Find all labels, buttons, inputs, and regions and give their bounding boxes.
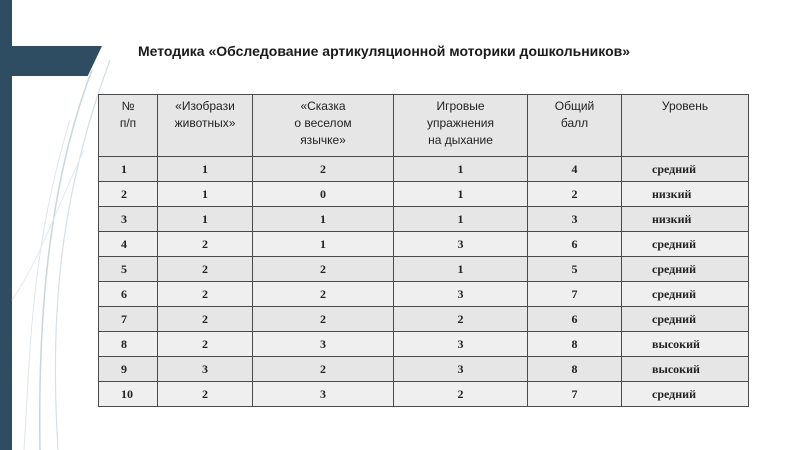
header-col-tongue-tale: «Сказка о веселом язычке» [253, 95, 394, 157]
cell-col-total-score: 6 [528, 307, 622, 332]
cell-col-depict-animals: 1 [158, 157, 253, 182]
cell-col-number: 5 [99, 257, 158, 282]
cell-col-number: 10 [99, 382, 158, 407]
cell-col-total-score: 4 [528, 157, 622, 182]
table-row [99, 207, 749, 232]
cell-col-total-score: 7 [528, 382, 622, 407]
page-title: Методика «Обследование артикуляционной моторики дошкольников» [138, 43, 631, 59]
cell-col-level: низкий [622, 182, 749, 207]
cell-col-level: высокий [622, 357, 749, 382]
table-row [99, 182, 749, 207]
cell-col-number: 6 [99, 282, 158, 307]
cell-col-total-score: 5 [528, 257, 622, 282]
header-row [99, 95, 749, 157]
header-col-depict-animals: «Изобрази животных» [158, 95, 253, 157]
cell-col-tongue-tale: 2 [253, 307, 394, 332]
cell-col-depict-animals: 3 [158, 357, 253, 382]
cell-col-breathing-games: 3 [394, 232, 528, 257]
cell-col-level: средний [622, 232, 749, 257]
table-body [99, 157, 749, 407]
cell-col-total-score: 7 [528, 282, 622, 307]
cell-col-breathing-games: 1 [394, 157, 528, 182]
cell-col-total-score: 2 [528, 182, 622, 207]
cell-col-depict-animals: 1 [158, 182, 253, 207]
cell-col-depict-animals: 2 [158, 332, 253, 357]
table-row [99, 157, 749, 182]
cell-col-level: низкий [622, 207, 749, 232]
cell-col-breathing-games: 1 [394, 182, 528, 207]
cell-col-breathing-games: 1 [394, 207, 528, 232]
table-row [99, 382, 749, 407]
cell-col-tongue-tale: 1 [253, 207, 394, 232]
cell-col-number: 7 [99, 307, 158, 332]
cell-col-tongue-tale: 2 [253, 357, 394, 382]
table-row [99, 257, 749, 282]
table-row [99, 307, 749, 332]
header-col-number: № п/п [99, 95, 158, 157]
cell-col-number: 9 [99, 357, 158, 382]
cell-col-number: 4 [99, 232, 158, 257]
cell-col-level: средний [622, 382, 749, 407]
cell-col-tongue-tale: 2 [253, 282, 394, 307]
table-header [99, 95, 749, 157]
cell-col-depict-animals: 2 [158, 257, 253, 282]
cell-col-level: средний [622, 282, 749, 307]
cell-col-breathing-games: 2 [394, 382, 528, 407]
cell-col-level: средний [622, 307, 749, 332]
cell-col-tongue-tale: 2 [253, 257, 394, 282]
cell-col-total-score: 3 [528, 207, 622, 232]
cell-col-depict-animals: 2 [158, 382, 253, 407]
header-col-breathing-games: Игровые упражнения на дыхание [394, 95, 528, 157]
cell-col-breathing-games: 3 [394, 282, 528, 307]
cell-col-tongue-tale: 1 [253, 232, 394, 257]
cell-col-number: 2 [99, 182, 158, 207]
cell-col-total-score: 6 [528, 232, 622, 257]
cell-col-number: 1 [99, 157, 158, 182]
table-row [99, 282, 749, 307]
cell-col-tongue-tale: 0 [253, 182, 394, 207]
cell-col-total-score: 8 [528, 357, 622, 382]
cell-col-level: высокий [622, 332, 749, 357]
cell-col-tongue-tale: 2 [253, 157, 394, 182]
cell-col-level: средний [622, 257, 749, 282]
cell-col-depict-animals: 1 [158, 207, 253, 232]
cell-col-breathing-games: 1 [394, 257, 528, 282]
table-row [99, 332, 749, 357]
cell-col-breathing-games: 2 [394, 307, 528, 332]
cell-col-total-score: 8 [528, 332, 622, 357]
cell-col-number: 3 [99, 207, 158, 232]
cell-col-breathing-games: 3 [394, 332, 528, 357]
table-row [99, 232, 749, 257]
cell-col-tongue-tale: 3 [253, 332, 394, 357]
cell-col-depict-animals: 2 [158, 307, 253, 332]
header-col-level: Уровень [622, 95, 749, 157]
header-col-total-score: Общий балл [528, 95, 622, 157]
cell-col-depict-animals: 2 [158, 232, 253, 257]
cell-col-depict-animals: 2 [158, 282, 253, 307]
cell-col-number: 8 [99, 332, 158, 357]
cell-col-tongue-tale: 3 [253, 382, 394, 407]
cell-col-breathing-games: 3 [394, 357, 528, 382]
cell-col-level: средний [622, 157, 749, 182]
results-table [98, 94, 749, 407]
table-row [99, 357, 749, 382]
title-marker [0, 46, 102, 76]
